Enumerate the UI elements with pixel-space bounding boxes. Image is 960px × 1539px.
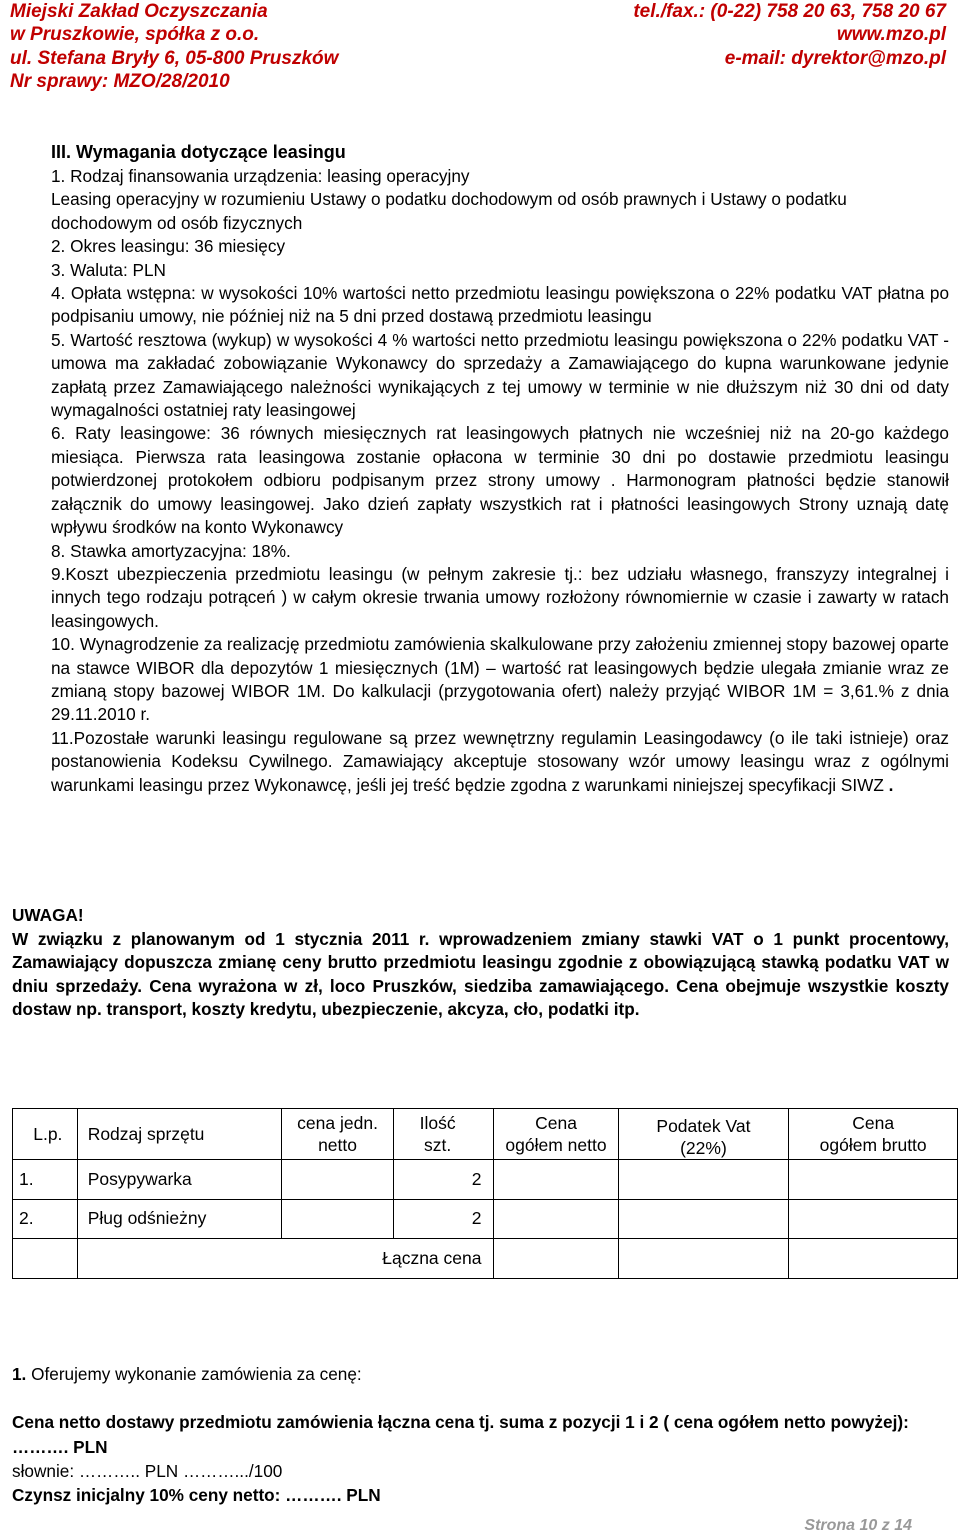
page-number: Strona 10 z 14	[804, 1517, 912, 1534]
paragraph-1b: Leasing operacyjny w rozumieniu Ustawy o podatku dochodowym od osób prawnych i Ustawy o podatku dochodowym od osób fizycznych	[51, 189, 847, 233]
company-name-2: w Pruszkowie, spółka z o.o.	[10, 24, 260, 45]
row-lp: 1.	[13, 1160, 78, 1200]
case-number: Nr sprawy: MZO/28/2010	[10, 71, 230, 92]
col-lp: L.p.	[13, 1109, 78, 1160]
paragraph-11-text: 11.Pozostałe warunki leasingu regulowane są przez wewnętrzny regulamin Leasingodawcy (o ile taki istnieje) oraz postanowienia Kodeksu Cywilnego. Zamawiający akceptuje stosowany wzór umowy leasingu wraz z ogólnymi warunkami leasingu przez Wykonawcę, jeśli jej treść będzie zgodna z warunkami niniejszej specyfikacji SIWZ	[51, 727, 949, 795]
notice-block	[12, 904, 949, 1022]
total-label: Łączna cena	[77, 1239, 494, 1279]
col-name: Rodzaj sprzętu	[77, 1109, 282, 1160]
paragraph-3: 3. Waluta: PLN	[51, 259, 166, 280]
paragraph-9: 9.Koszt ubezpieczenia przedmiotu leasingu (w pełnym zakresie tj.: bez udziału własnego, franszyzy integralnej i innych tego rodzaju potrąceń ) w całym okresie trwania umowy rozłożony równomiernie w czasie i zawarty w ratach leasingowych.	[51, 563, 949, 631]
offer-number: 1.	[12, 1364, 27, 1384]
row-net-total[interactable]	[494, 1160, 618, 1200]
col-vat: Podatek Vat (22%)	[618, 1109, 789, 1160]
row-vat[interactable]	[618, 1160, 789, 1200]
total-gross[interactable]	[789, 1239, 958, 1279]
company-phone: tel./fax.: (0-22) 758 20 63, 758 20 67	[633, 1, 946, 22]
table-row	[13, 1160, 958, 1200]
total-vat[interactable]	[618, 1239, 789, 1279]
paragraph-6: 6. Raty leasingowe: 36 równych miesięcznych rat leasingowych płatnych nie wcześniej niż na 20-go każdego miesiąca. Pierwsza rata leasingowa zostanie opłacona w terminie 30 dni po dostawie przedmiotu leasingu potwierdzonej protokołem odbioru podpisanym przez strony umowy . Harmonogram płatności będzie stanowił załącznik do umowy leasingowej. Jako dzień zapłaty wszystkich rat i płatności leasingowych Strony uznają datę wpływu środków na konto Wykonawcy	[51, 423, 949, 538]
col-net-total: Cena ogółem netto	[494, 1109, 618, 1160]
col-unit-price: cena jedn. netto	[282, 1109, 393, 1160]
company-website[interactable]: www.mzo.pl	[836, 24, 946, 45]
offer-line-1	[12, 1362, 949, 1387]
notice-title: UWAGA!	[12, 905, 84, 925]
section-body	[51, 165, 949, 797]
header-row-2	[10, 23, 946, 47]
section-heading: III. Wymagania dotyczące leasingu	[51, 142, 346, 162]
offer-net-price: Cena netto dostawy przedmiotu zamówienia łączna cena tj. suma z pozycji 1 i 2 ( cena ogółem netto powyżej): ………. PLN	[12, 1412, 909, 1457]
row-unit-price[interactable]	[282, 1160, 393, 1200]
col-gross-total: Cena ogółem brutto	[789, 1109, 958, 1160]
header-row-4	[10, 70, 946, 94]
paragraph-10: 10. Wynagrodzenie za realizację przedmiotu zamówienia skalkulowane przy założeniu zmiennej stopy bazowej oparte na stawce WIBOR dla depozytów 1 miesięcznych (1M) – wartość rat leasingowych będzie ulegała zmianie wraz ze zmianą stopy bazowej WIBOR 1M. Do kalkulacji (przygotowania ofert) należy przyjąć WIBOR 1M = 3,61.% z dnia 29.11.2010 r.	[51, 634, 949, 725]
paragraph-11-end: .	[883, 774, 894, 795]
total-empty-lp	[13, 1239, 78, 1279]
table-row	[13, 1199, 958, 1239]
table-total-row	[13, 1239, 958, 1279]
row-qty: 2	[393, 1160, 494, 1200]
row-name: Posypywarka	[77, 1160, 282, 1200]
total-net[interactable]	[494, 1239, 618, 1279]
header-row-1	[10, 0, 946, 24]
company-email[interactable]: e-mail: dyrektor@mzo.pl	[724, 48, 946, 69]
paragraph-2: 2. Okres leasingu: 36 miesięcy	[51, 236, 286, 257]
row-gross-total[interactable]	[789, 1199, 958, 1239]
row-net-total[interactable]	[494, 1199, 618, 1239]
offer-text: Oferujemy wykonanie zamówienia za cenę:	[26, 1364, 362, 1384]
offer-in-words: słownie: ……….. PLN ……….../100	[12, 1461, 283, 1481]
paragraph-8: 8. Stawka amortyzacyjna: 18%.	[51, 540, 291, 561]
col-qty: Ilość szt.	[393, 1109, 494, 1160]
row-name: Pług odśnieżny	[77, 1199, 282, 1239]
price-table	[12, 1108, 958, 1279]
paragraph-4: 4. Opłata wstępna: w wysokości 10% wartości netto przedmiotu leasingu powiększona o 22% podatku VAT płatna po podpisaniu umowy, nie później niż na 5 dni przed dostawą przedmiotu leasingu	[51, 283, 949, 327]
offer-initial-rent: Czynsz inicjalny 10% ceny netto: ………. PLN	[12, 1485, 381, 1505]
row-vat[interactable]	[618, 1199, 789, 1239]
row-gross-total[interactable]	[789, 1160, 958, 1200]
paragraph-1: 1. Rodzaj finansowania urządzenia: leasing operacyjny	[51, 166, 470, 186]
header-row-3	[10, 47, 946, 71]
paragraph-5: 5. Wartość resztowa (wykup) w wysokości 4 % wartości netto przedmiotu leasingu powiększona o 22% podatku VAT - umowa ma zakładać zobowiązanie Wykonawcy do sprzedaży a Zamawiającego do kupna warunkowane jedynie zapłatą przez Zamawiającego należności wynikających z tej umowy w terminie w nie dłuższym niż 30 dni od daty wymagalności ostatniej raty leasingowej	[51, 329, 949, 421]
row-lp: 2.	[13, 1199, 78, 1239]
company-address: ul. Stefana Bryły 6, 05-800 Pruszków	[10, 48, 339, 69]
row-qty: 2	[393, 1199, 494, 1239]
company-name: Miejski Zakład Oczyszczania	[10, 1, 268, 22]
paragraph-11	[51, 727, 949, 797]
table-header-row	[13, 1109, 958, 1160]
row-unit-price[interactable]	[282, 1199, 393, 1239]
notice-text: W związku z planowanym od 1 stycznia 2011 r. wprowadzeniem zmiany stawki VAT o 1 punkt procentowy, Zamawiający dopuszcza zmianę ceny brutto przedmiotu leasingu zgodnie z obowiązującą stawką podatku VAT w dniu sprzedaży. Cena wyrażona w zł, loco Pruszków, siedziba zamawiającego. Cena obejmuje wszystkie koszty dostaw np. transport, koszty kredytu, ubezpieczenie, akcyza, cło, podatki itp.	[12, 928, 949, 1019]
